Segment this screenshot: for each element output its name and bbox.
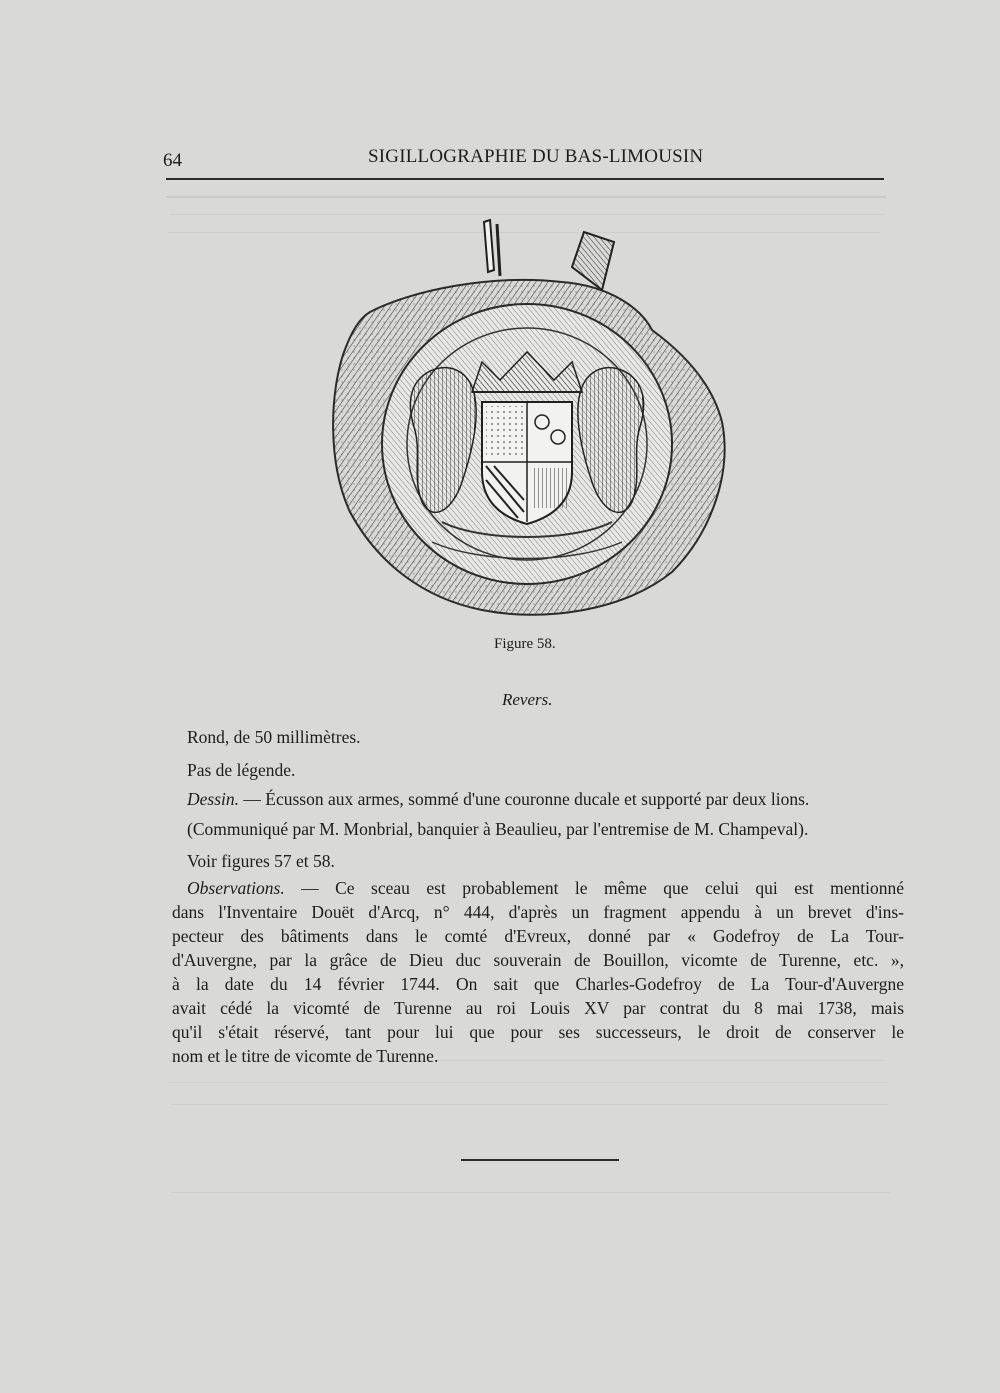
observations-last-line: nom et le titre de vicomte de Turenne. [172, 1046, 439, 1066]
observations-line: d'Auvergne, par la grâce de Dieu duc souverain de Bouillon, vicomte de Turenne, etc. », [172, 950, 904, 970]
observations-first-line [187, 878, 904, 899]
dessin-text: — Écusson aux armes, sommé d'une couronne ducale et supporté par deux lions. [239, 789, 810, 809]
dessin-paragraph [187, 789, 809, 810]
observations-line: avait cédé la vicomté de Turenne au roi Louis XV par contrat du 8 mai 1738, mais [172, 998, 904, 1018]
observations-line: dans l'Inventaire Douët d'Arcq, n° 444, d'après un fragment appendu à un brevet d'ins- [172, 902, 904, 922]
observations-label: Observations. [187, 878, 285, 898]
end-rule [461, 1159, 619, 1161]
section-title: Revers. [502, 690, 553, 709]
running-head: SIGILLOGRAPHIE DU BAS-LIMOUSIN [368, 146, 704, 167]
observations-line: pecteur des bâtiments dans le comté d'Evreux, donné par « Godefroy de La Tour- [172, 926, 904, 946]
voir-line: Voir figures 57 et 58. [187, 851, 335, 871]
dessin-label: Dessin. [187, 789, 240, 809]
size-line: Rond, de 50 millimètres. [187, 727, 361, 747]
page-number: 64 [163, 150, 182, 171]
communique-line: (Communiqué par M. Monbrial, banquier à Beaulieu, par l'entremise de M. Champeval). [187, 819, 809, 839]
seal-engraving-image [322, 212, 732, 624]
header-rule [166, 178, 884, 180]
legend-line: Pas de légende. [187, 760, 296, 780]
observations-line: — Ce sceau est probablement le même que celui qui est mentionné [284, 878, 904, 898]
observations-line: qu'il s'était réservé, tant pour lui que pour ses successeurs, le droit de conserver le [172, 1022, 904, 1042]
figure-caption: Figure 58. [494, 636, 556, 652]
observations-line: à la date du 14 février 1744. On sait que Charles-Godefroy de La Tour-d'Auvergne [172, 974, 904, 994]
